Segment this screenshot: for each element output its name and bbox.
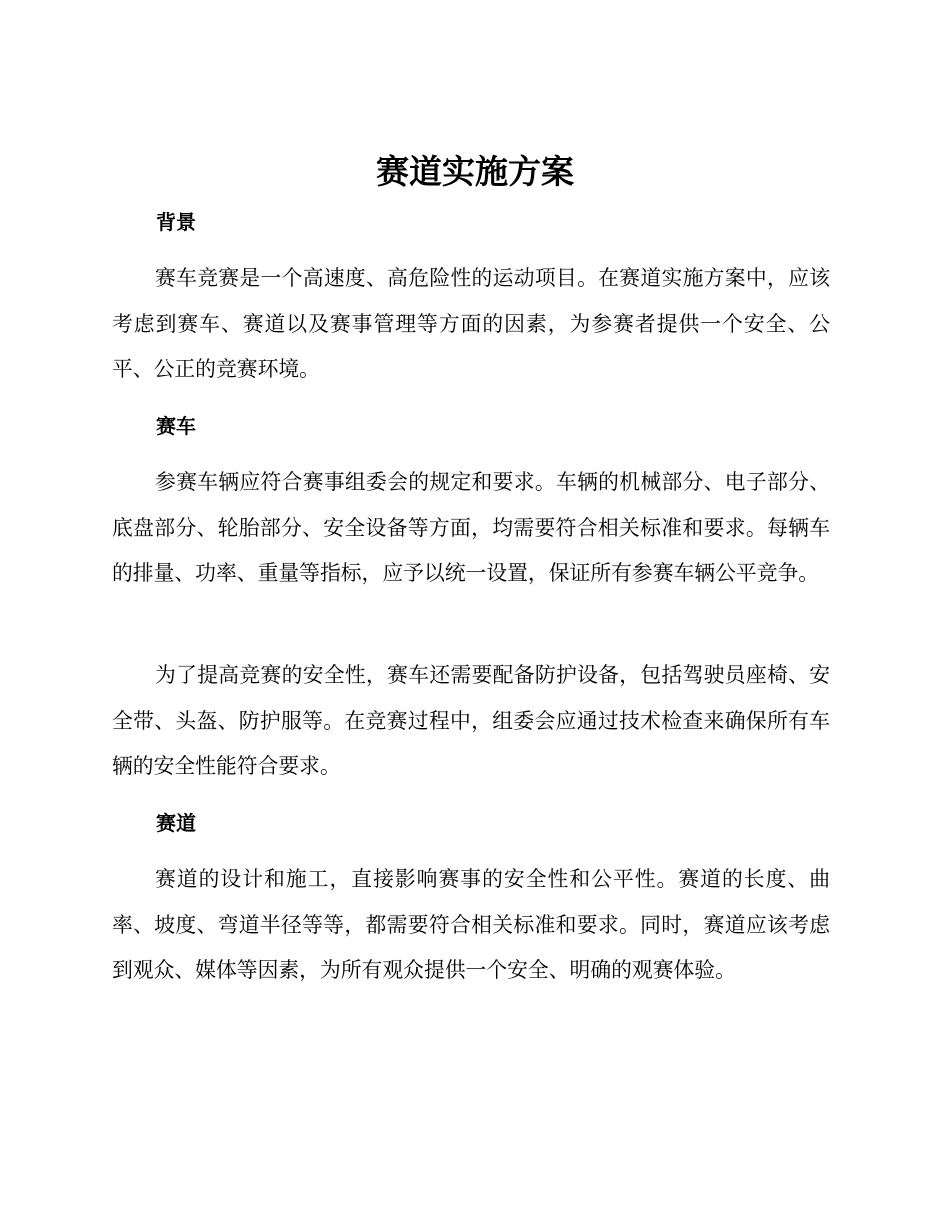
section-heading-race-car: 赛车 [156, 414, 196, 438]
section-heading-race-track: 赛道 [156, 811, 196, 835]
section-heading-background: 背景 [156, 210, 196, 234]
paragraph-race-track: 赛道的设计和施工，直接影响赛事的安全性和公平性。赛道的长度、曲率、坡度、弯道半径等等，都需要符合相关标准和要求。同时，赛道应该考虑到观众、媒体等因素，为所有观众提供一个安全、明确的观赛体验。 [112, 867, 830, 982]
paragraph-race-car-requirements: 参赛车辆应符合赛事组委会的规定和要求。车辆的机械部分、电子部分、底盘部分、轮胎部分、安全设备等方面，均需要符合相关标准和要求。每辆车的排量、功率、重量等指标，应予以统一设置，保证所有参赛车辆公平竞争。 [112, 470, 830, 585]
paragraph-background: 赛车竞赛是一个高速度、高危险性的运动项目。在赛道实施方案中，应该考虑到赛车、赛道以及赛事管理等方面的因素，为参赛者提供一个安全、公平、公正的竞赛环境。 [112, 266, 830, 381]
paragraph-race-car-safety: 为了提高竞赛的安全性，赛车还需要配备防护设备，包括驾驶员座椅、安全带、头盔、防护服等。在竞赛过程中，组委会应通过技术检查来确保所有车辆的安全性能符合要求。 [112, 663, 830, 778]
document-title: 赛道实施方案 [376, 152, 574, 191]
